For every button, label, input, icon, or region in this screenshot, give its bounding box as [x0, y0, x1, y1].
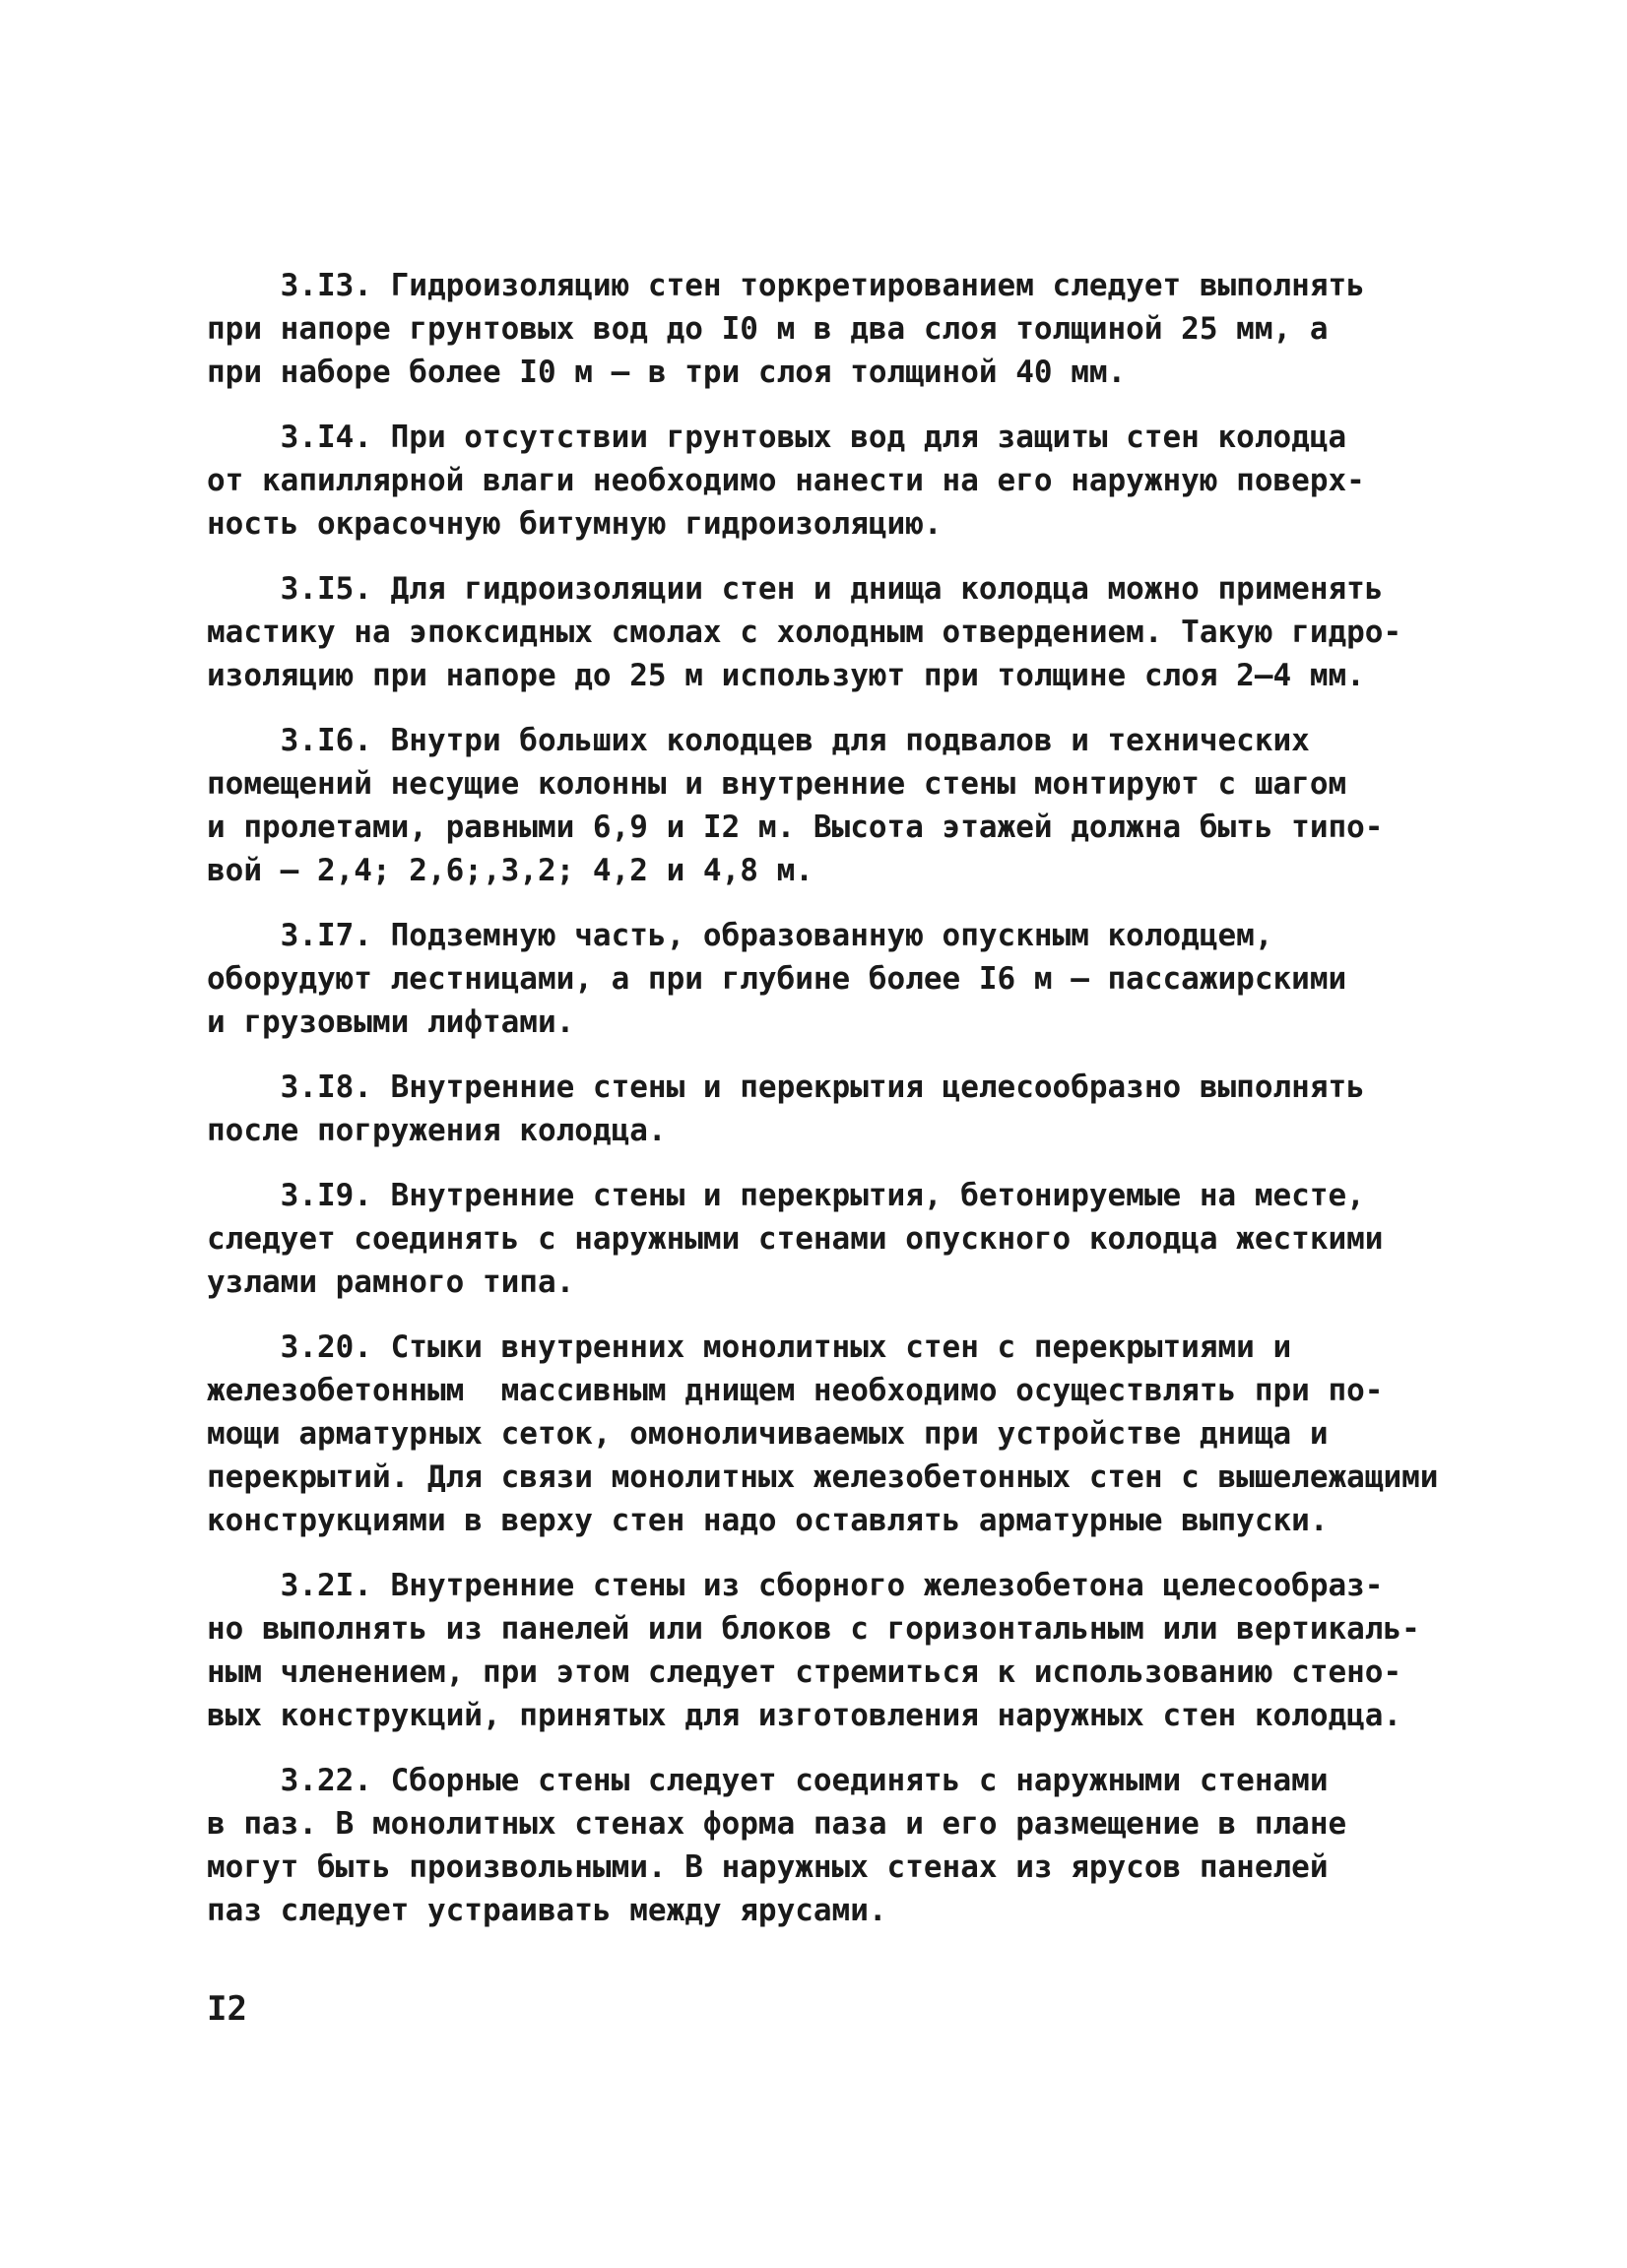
- paragraph: [207, 1066, 1428, 1152]
- paragraph: [207, 719, 1428, 892]
- text-line: от капиллярной влаги необходимо нанести на его наружную поверх-: [207, 463, 1365, 498]
- paragraph: [207, 1174, 1428, 1304]
- paragraph: [207, 914, 1428, 1044]
- text-line: 3.20. Стыки внутренних монолитных стен с перекрытиями и: [207, 1329, 1292, 1365]
- text-line: 3.I7. Подземную часть, образованную опускным колодцем,: [207, 918, 1273, 953]
- text-line: следует соединять с наружными стенами опускного колодца жесткими: [207, 1221, 1384, 1257]
- text-line: 3.I3. Гидроизоляцию стен торкретированием следует выполнять: [207, 268, 1365, 303]
- text-line: узлами рамного типа.: [207, 1264, 575, 1300]
- text-line: и грузовыми лифтами.: [207, 1004, 575, 1040]
- text-line: 3.I8. Внутренние стены и перекрытия целесообразно выполнять: [207, 1069, 1365, 1105]
- text-line: помещений несущие колонны и внутренние стены монтируют с шагом: [207, 766, 1347, 802]
- text-line: при наборе более I0 м – в три слоя толщиной 40 мм.: [207, 355, 1127, 390]
- text-line: 3.2I. Внутренние стены из сборного железобетона целесообраз-: [207, 1568, 1384, 1603]
- text-line: 3.I9. Внутренние стены и перекрытия, бетонируемые на месте,: [207, 1178, 1365, 1213]
- text-line: перекрытий. Для связи монолитных железобетонных стен с вышележащими: [207, 1459, 1439, 1495]
- text-line: вой – 2,4; 2,6;,3,2; 4,2 и 4,8 м.: [207, 853, 814, 888]
- text-line: 3.22. Сборные стены следует соединять с наружными стенами: [207, 1763, 1329, 1798]
- text-line: оборудуют лестницами, а при глубине более I6 м – пассажирскими: [207, 961, 1347, 997]
- text-line: изоляцию при напоре до 25 м используют при толщине слоя 2–4 мм.: [207, 658, 1365, 693]
- paragraph: [207, 1326, 1439, 1542]
- text-line: конструкциями в верху стен надо оставлять арматурные выпуски.: [207, 1503, 1329, 1538]
- page-number: I2: [207, 1989, 247, 2029]
- paragraph: [207, 1564, 1428, 1737]
- text-line: могут быть произвольными. В наружных стенах из ярусов панелей: [207, 1849, 1329, 1885]
- text-line: мощи арматурных сеток, омоноличиваемых при устройстве днища и: [207, 1416, 1329, 1452]
- text-line: ным членением, при этом следует стремиться к использованию стено-: [207, 1654, 1402, 1690]
- text-line: после погружения колодца.: [207, 1113, 667, 1148]
- text-line: и пролетами, равными 6,9 и I2 м. Высота этажей должна быть типо-: [207, 810, 1384, 845]
- paragraph: [207, 567, 1428, 697]
- body-text: [207, 264, 1439, 1954]
- text-line: в паз. В монолитных стенах форма паза и его размещение в плане: [207, 1806, 1347, 1842]
- text-line: 3.I5. Для гидроизоляции стен и днища колодца можно применять: [207, 571, 1384, 607]
- text-line: при напоре грунтовых вод до I0 м в два слоя толщиной 25 мм, а: [207, 311, 1329, 347]
- text-line: ность окрасочную битумную гидроизоляцию.: [207, 506, 943, 542]
- text-line: вых конструкций, принятых для изготовления наружных стен колодца.: [207, 1698, 1402, 1733]
- text-line: 3.I4. При отсутствии грунтовых вод для защиты стен колодца: [207, 420, 1347, 455]
- text-line: паз следует устраивать между ярусами.: [207, 1893, 887, 1928]
- text-line: но выполнять из панелей или блоков с горизонтальным или вертикаль-: [207, 1611, 1420, 1647]
- text-line: железобетонным массивным днищем необходимо осуществлять при по-: [207, 1373, 1384, 1408]
- paragraph: [207, 1759, 1428, 1932]
- paragraph: [207, 416, 1428, 546]
- paragraph: [207, 264, 1428, 394]
- text-line: 3.I6. Внутри больших колодцев для подвалов и технических: [207, 723, 1310, 758]
- text-line: мастику на эпоксидных смолах с холодным отвердением. Такую гидро-: [207, 615, 1402, 650]
